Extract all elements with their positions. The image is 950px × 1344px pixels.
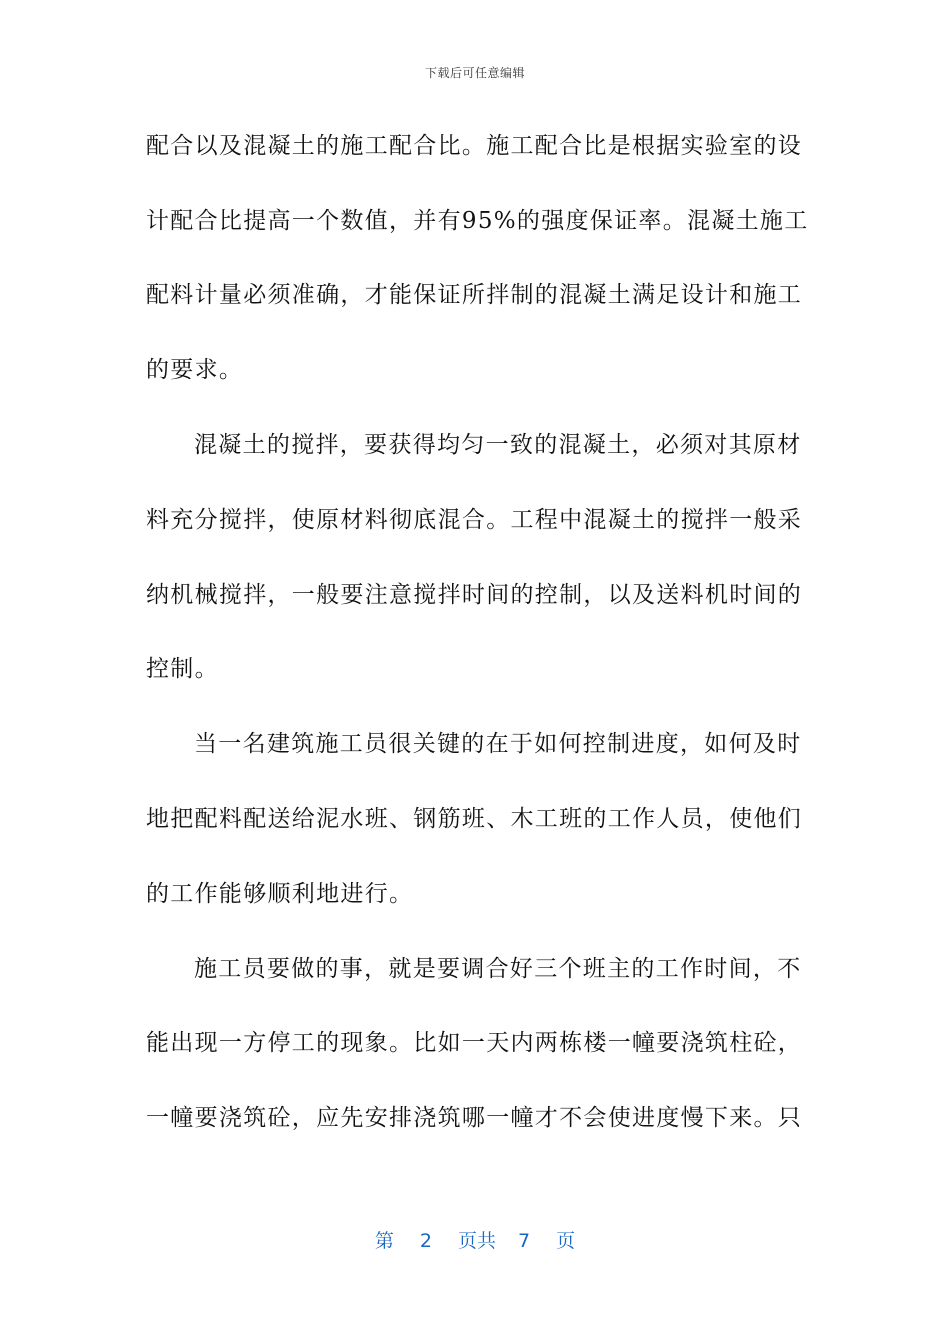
page-footer (0, 1226, 950, 1253)
text-line: 的要求。 (146, 357, 244, 383)
text-line: 计配合比提高一个数值，并有95%的强度保证率。混凝土施工 (146, 208, 809, 234)
footer-prefix: 第 (374, 1230, 394, 1252)
page-header: 下载后可任意编辑 (424, 66, 525, 80)
text-line: 一幢要浇筑砼，应先安排浇筑哪一幢才不会使进度慢下来。只 (146, 1105, 803, 1131)
text-line: 配合以及混凝土的施工配合比。施工配合比是根据实验室的设 (146, 133, 803, 159)
paragraph-first-line: 当一名建筑施工员很关键的在于如何控制进度，如何及时 (194, 731, 802, 757)
text-line: 控制。 (146, 656, 219, 682)
footer-suffix: 页 (556, 1230, 576, 1252)
footer-middle: 页共 (457, 1230, 496, 1252)
paragraph-first-line: 施工员要做的事，就是要调合好三个班主的工作时间，不 (194, 956, 802, 982)
text-line: 的工作能够顺利地进行。 (146, 881, 414, 907)
text-line: 料充分搅拌，使原材料彻底混合。工程中混凝土的搅拌一般采 (146, 507, 803, 533)
paragraph-first-line: 混凝土的搅拌，要获得均匀一致的混凝土，必须对其原材 (194, 432, 802, 458)
current-page-number: 2 (419, 1230, 432, 1252)
text-line: 配料计量必须准确，才能保证所拌制的混凝土满足设计和施工 (146, 282, 803, 308)
text-line: 能出现一方停工的现象。比如一天内两栋楼一幢要浇筑柱砼， (146, 1030, 803, 1056)
total-pages-number: 7 (518, 1230, 531, 1252)
text-line: 地把配料配送给泥水班、钢筋班、木工班的工作人员，使他们 (146, 806, 803, 832)
text-line: 纳机械搅拌，一般要注意搅拌时间的控制，以及送料机时间的 (146, 582, 803, 608)
